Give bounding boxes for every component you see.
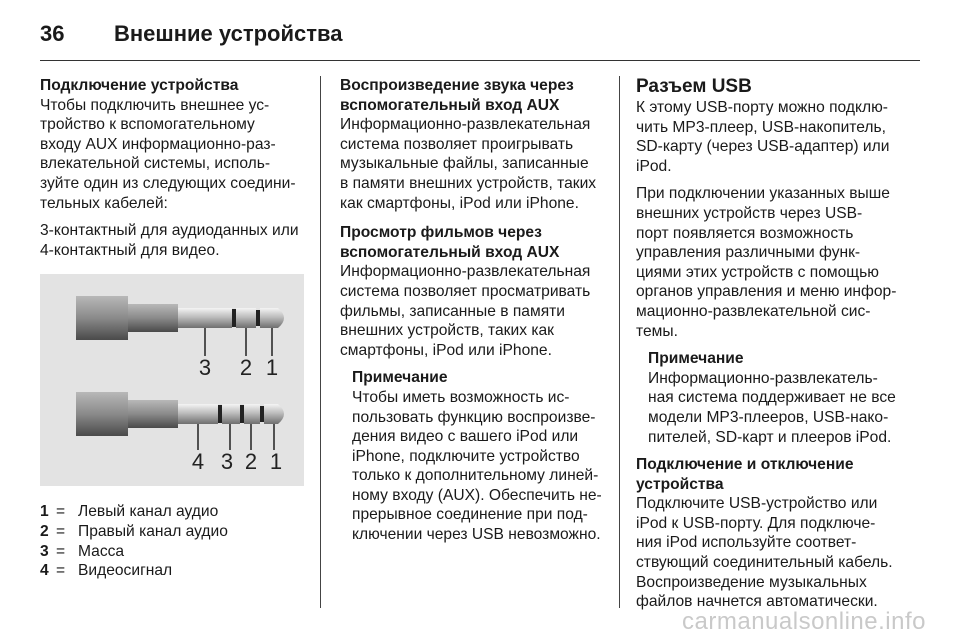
text-line: Информационно-развлекатель- — [648, 369, 878, 387]
text-line: iPod к USB-порту. Для подключе- — [636, 514, 876, 532]
text-line: ному входу (AUX). Обеспечить не- — [352, 486, 602, 504]
legend-text: Видеосигнал — [78, 562, 173, 580]
jack-figure — [40, 274, 304, 486]
section-heading — [340, 76, 606, 115]
usb-paragraph — [636, 98, 908, 176]
text-line: музыкальные файлы, записанные — [340, 155, 589, 173]
text-line: Воспроизведение музыкальных — [636, 573, 867, 591]
usb-control-paragraph — [636, 184, 908, 341]
text-line: фильмы, записанные в памяти — [340, 302, 565, 320]
jack3-label: 1 — [265, 355, 279, 381]
section-heading: Подключение устройства — [40, 77, 239, 94]
text-line: циями этих устройств с помощью — [636, 263, 879, 281]
legend-row — [40, 542, 306, 562]
section-heading — [340, 223, 606, 262]
jack3-label: 2 — [239, 355, 253, 381]
pin-legend — [40, 502, 306, 580]
text-line: тройство к вспомогательному — [40, 116, 255, 134]
note-box — [340, 368, 606, 544]
text-line: тельных кабелей: — [40, 194, 168, 212]
text-line: При подключении указанных выше — [636, 185, 890, 203]
jack-4-pin — [76, 392, 284, 474]
jack4-label: 2 — [244, 449, 258, 475]
header-rule — [40, 60, 920, 61]
page-header — [40, 14, 343, 54]
text-line: дения видео с вашего iPod или — [352, 428, 579, 446]
jack-3-pin — [76, 296, 284, 380]
note-box — [636, 349, 908, 447]
text-line: чить MP3-плеер, USB-накопитель, — [636, 118, 886, 136]
text-line: iPod. — [636, 157, 672, 175]
text-line: пителей, SD-карт и плееров iPod. — [648, 428, 892, 446]
text-line: ключении через USB невозможно. — [352, 526, 601, 544]
heading-line: вспомогательный вход AUX — [340, 243, 560, 261]
text-line: модели MP3-плееров, USB-нако- — [648, 408, 889, 426]
text-line: 4-контактный для видео. — [40, 241, 220, 259]
text-line: файлов начнется автоматически. — [636, 593, 878, 611]
note-title: Примечание — [648, 350, 744, 368]
heading-line: Просмотр фильмов через — [340, 224, 542, 242]
text-line: SD-карту (через USB-адаптер) или — [636, 138, 890, 156]
text-line: ния iPod используйте соответ- — [636, 534, 857, 552]
text-line: влекательной системы, исполь- — [40, 155, 271, 173]
legend-eq: = — [56, 542, 66, 560]
text-line: в памяти внешних устройств, таких — [340, 174, 597, 192]
text-line: ствующий соединительный кабель. — [636, 554, 893, 572]
section-heading — [636, 455, 908, 494]
legend-row — [40, 522, 306, 542]
text-line: смартфоны, iPod или iPhone. — [340, 341, 552, 359]
text-line: ная система поддерживает не все — [648, 389, 896, 407]
legend-key: 1 — [40, 503, 49, 521]
heading-line: устройства — [636, 475, 724, 493]
heading-line: вспомогательный вход AUX — [340, 96, 560, 114]
text-line: внешних устройств через USB- — [636, 204, 863, 222]
heading-line: Подключение и отключение — [636, 456, 854, 474]
page-number: 36 — [40, 21, 65, 46]
text-line: система позволяет просматривать — [340, 282, 591, 300]
watermark: carmanualsonline.info — [682, 608, 926, 635]
text-line: система позволяет проигрывать — [340, 135, 574, 153]
text-line: управления различными функ- — [636, 244, 861, 262]
text-line: органов управления и меню инфор- — [636, 283, 897, 301]
jack-illustration — [40, 274, 304, 486]
text-line: Информационно-развлекательная — [340, 263, 591, 281]
text-line: прерывное соединение при под- — [352, 506, 588, 524]
column-3 — [636, 76, 908, 612]
text-line: Чтобы иметь возможность ис- — [352, 388, 570, 406]
text-line: только к дополнительному линей- — [352, 467, 599, 485]
column-2 — [340, 76, 606, 545]
text-line: порт появляется возможность — [636, 224, 854, 242]
column-divider-1 — [320, 76, 321, 608]
text-line: внешних устройств, таких как — [340, 322, 554, 340]
text-line: мационно-развлекательной сис- — [636, 302, 871, 320]
legend-key: 2 — [40, 522, 49, 540]
intro-paragraph — [40, 96, 306, 214]
jack3-label: 3 — [198, 355, 212, 381]
text-line: темы. — [636, 322, 678, 340]
video-paragraph — [340, 262, 606, 360]
column-1 — [40, 76, 306, 581]
text-line: Чтобы подключить внешнее ус- — [40, 96, 270, 114]
cable-types-paragraph — [40, 221, 306, 260]
legend-text: Левый канал аудио — [78, 503, 219, 521]
legend-key: 4 — [40, 562, 49, 580]
heading-line: Воспроизведение звука через — [340, 77, 574, 94]
text-line: зуйте один из следующих соедини- — [40, 174, 296, 192]
legend-eq: = — [56, 503, 66, 521]
text-line: пользовать функцию воспроизве- — [352, 408, 596, 426]
legend-text: Правый канал аудио — [78, 522, 228, 540]
text-line: Информационно-развлекательная — [340, 116, 591, 134]
text-line: входу AUX информационно-раз- — [40, 135, 276, 153]
audio-paragraph — [340, 115, 606, 213]
text-line: iPhone, подключите устройство — [352, 447, 580, 465]
connect-paragraph — [636, 494, 908, 612]
legend-text: Масса — [78, 542, 125, 560]
jack4-label: 4 — [191, 449, 205, 475]
jack4-label: 1 — [269, 449, 283, 475]
jack4-label: 3 — [220, 449, 234, 475]
legend-row — [40, 561, 306, 581]
legend-eq: = — [56, 562, 66, 580]
text-line: как смартфоны, iPod или iPhone. — [340, 194, 579, 212]
legend-key: 3 — [40, 542, 49, 560]
legend-eq: = — [56, 522, 66, 540]
text-line: Подключите USB-устройство или — [636, 495, 878, 513]
text-line: 3-контактный для аудиоданных или — [40, 222, 299, 240]
column-divider-2 — [619, 76, 620, 608]
page-title: Внешние устройства — [114, 21, 343, 46]
legend-row — [40, 502, 306, 522]
section-heading-large: Разъем USB — [636, 76, 752, 97]
text-line: К этому USB-порту можно подклю- — [636, 99, 888, 116]
note-title: Примечание — [352, 369, 448, 387]
